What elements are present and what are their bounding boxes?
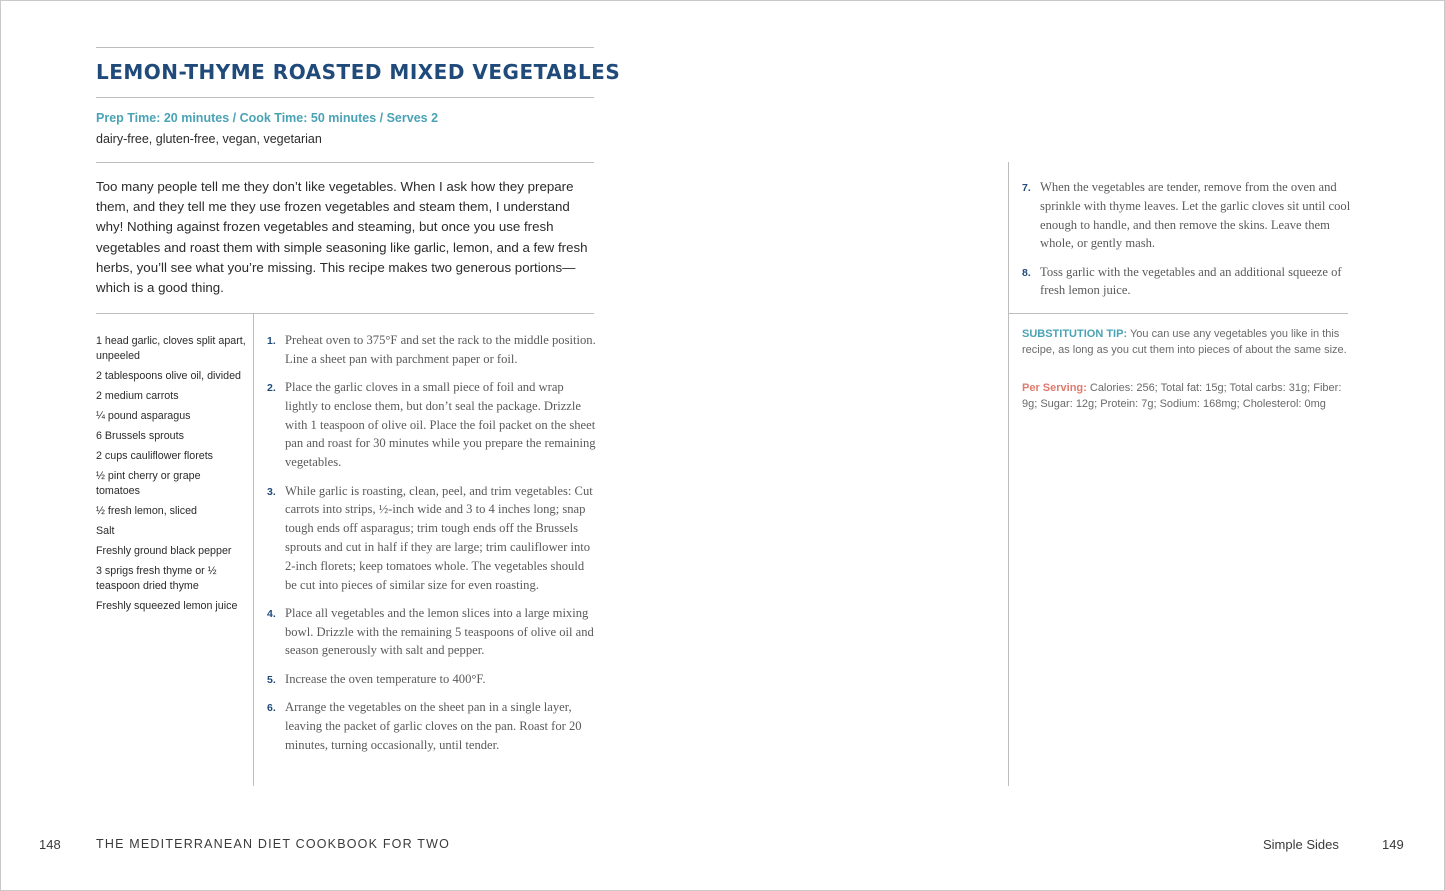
step-text: Preheat oven to 375°F and set the rack to the middle position. Line a sheet pan with parchment paper or foil.: [285, 333, 596, 366]
left-page-number: 148: [39, 837, 61, 852]
ingredient-item: 2 medium carrots: [96, 390, 179, 402]
title-top-rule: [96, 47, 594, 48]
ingredient-item: 2 tablespoons olive oil, divided: [96, 370, 241, 382]
step-number: 8.: [1022, 266, 1031, 279]
ingredient-item: 3 sprigs fresh thyme or ½ teaspoon dried thyme: [96, 565, 217, 592]
step-item: [1022, 178, 1352, 253]
step-item: [267, 698, 597, 754]
ingredient-item: 2 cups cauliflower florets: [96, 450, 214, 462]
step-text: Arrange the vegetables on the sheet pan in a single layer, leaving the packet of garlic cloves on the pan. Roast for 20 minutes, turning occasionally, until tender.: [285, 700, 582, 752]
ingredients-divider: [253, 314, 254, 786]
step-item: [1022, 263, 1352, 301]
ingredient-item: ¼ pound asparagus: [96, 410, 191, 422]
ingredients-list: [96, 334, 246, 619]
substitution-tip: [1022, 326, 1347, 358]
step-text: When the vegetables are tender, remove from the oven and sprinkle with thyme leaves. Let the garlic cloves sit until cool enough to handle, and then remove the skins. Leave them whole, or gently mash.: [1040, 180, 1351, 251]
step-item: [267, 331, 597, 369]
per-serving-text: Calories: 256; Total fat: 15g; Total carbs: 31g; Fiber: 9g; Sugar: 12g; Protein: 7g; Sodium: 168mg; Cholesterol: 0mg: [1022, 382, 1342, 410]
nutrition-info: [1022, 380, 1342, 412]
ingredient-item: ½ fresh lemon, sliced: [96, 505, 197, 517]
step-item: [267, 670, 597, 689]
right-page-divider: [1008, 162, 1009, 786]
ingredient-item: 1 head garlic, cloves split apart, unpeeled: [96, 335, 246, 362]
recipe-title: LEMON-THYME ROASTED MIXED VEGETABLES: [96, 60, 621, 84]
book-title: THE MEDITERRANEAN DIET COOKBOOK FOR TWO: [96, 837, 451, 851]
ingredient-item: ½ pint cherry or grape tomatoes: [96, 470, 201, 497]
step-number: 7.: [1022, 182, 1031, 194]
step-item: [267, 482, 597, 595]
ingredient-item: Freshly ground black pepper: [96, 545, 232, 557]
step-text: Increase the oven temperature to 400°F.: [285, 671, 486, 686]
recipe-intro: Too many people tell me they don’t like vegetables. When I ask how they prepare them, and they tell me they use frozen vegetables and steam them, I understand why! Nothing against frozen vegetables and steaming, but once you use fresh vegetables and roast them with simple seasoning like garlic, lemon, and a few fresh herbs, you’ll see what you’re missing. This recipe makes two generous portions—which is a good thing.: [96, 179, 588, 296]
section-name: Simple Sides: [1263, 837, 1339, 852]
step-item: [267, 604, 597, 660]
ingredient-item: 6 Brussels sprouts: [96, 430, 184, 442]
per-serving-label: Per Serving:: [1022, 382, 1087, 394]
meta-rule: [96, 162, 594, 163]
intro-rule: [96, 313, 594, 314]
step-number: 6.: [267, 702, 276, 715]
steps-list-right: [1022, 178, 1352, 310]
step-item: [267, 378, 597, 472]
right-page-number: 149: [1382, 837, 1404, 852]
step-text: Place all vegetables and the lemon slices into a large mixing bowl. Drizzle with the remaining 5 teaspoons of olive oil and season generously with salt and pepper.: [285, 605, 594, 658]
step-number: 5.: [267, 673, 276, 686]
tip-rule: [1008, 313, 1348, 314]
substitution-tip-text: You can use any vegetables you like in this recipe, as long as you cut them into pieces of about the same size.: [1022, 328, 1347, 356]
step-text: Place the garlic cloves in a small piece of foil and wrap lightly to enclose them, but don’t seal the package. Drizzle with 1 teaspoon of olive oil. Place the foil packet on the sheet pan and roast for 30 minutes while you prepare the remaining vegetables.: [285, 380, 596, 470]
step-number: 3.: [267, 485, 276, 498]
steps-list-left: [267, 331, 597, 764]
recipe-meta: Prep Time: 20 minutes / Cook Time: 50 minutes / Serves 2: [96, 111, 439, 125]
step-text: While garlic is roasting, clean, peel, and trim vegetables: Cut carrots into strips, ½-inch wide and 3 to 4 inches long; snap tough ends off asparagus; trim tough ends off the Brussels sprouts and cut in half if they are large; trim cauliflower into 2-inch florets; keep tomatoes whole. The vegetables should be cut into pieces of similar size for even roasting.: [285, 483, 593, 592]
substitution-tip-label: SUBSTITUTION TIP:: [1022, 328, 1128, 340]
ingredient-item: Salt: [96, 525, 115, 537]
step-number: 1.: [267, 335, 276, 347]
step-number: 4.: [267, 607, 276, 620]
recipe-tags: dairy-free, gluten-free, vegan, vegetarian: [96, 132, 322, 146]
step-text: Toss garlic with the vegetables and an additional squeeze of fresh lemon juice.: [1040, 264, 1342, 298]
title-bottom-rule: [96, 97, 594, 98]
step-number: 2.: [267, 382, 276, 395]
ingredient-item: Freshly squeezed lemon juice: [96, 600, 238, 612]
